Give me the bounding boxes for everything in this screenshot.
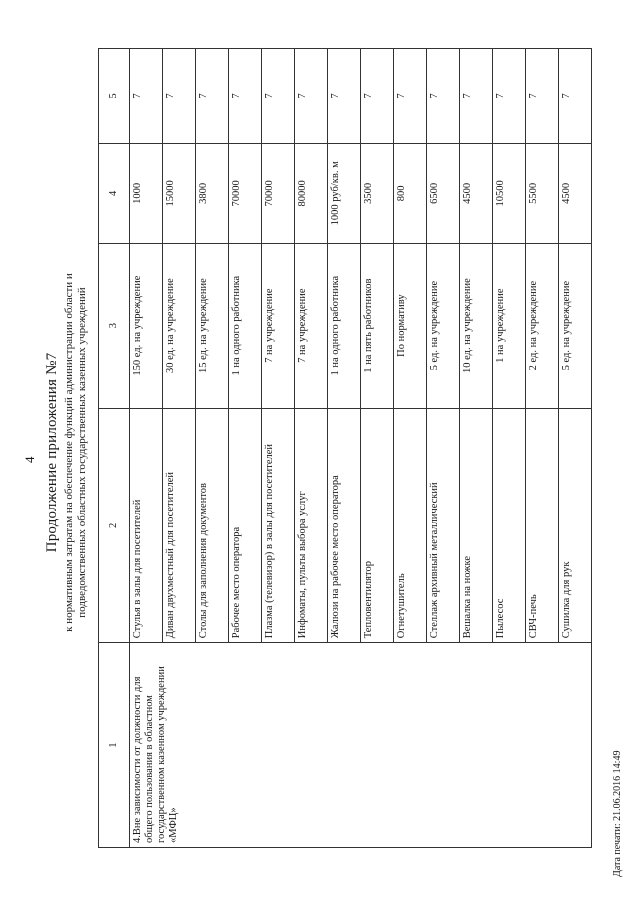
service-life-cell: 7 bbox=[394, 49, 427, 144]
quantity-cell: 15 ед. на учреждение bbox=[196, 243, 229, 408]
service-life-cell: 7 bbox=[163, 49, 196, 144]
item-name-cell: Плазма (телевизор) в залы для посетителей bbox=[262, 408, 295, 643]
quantity-cell: 1 на одного работника bbox=[328, 243, 361, 408]
price-cell: 10500 bbox=[493, 143, 526, 243]
price-cell: 3500 bbox=[361, 143, 394, 243]
item-name-cell: Сушилка для рук bbox=[559, 408, 592, 643]
page-number: 4 bbox=[22, 456, 37, 463]
column-header-1: 1 bbox=[99, 643, 130, 848]
quantity-cell: 150 ед. на учреждение bbox=[130, 243, 163, 408]
column-header-5: 5 bbox=[99, 49, 130, 144]
item-name-cell: Пылесос bbox=[493, 408, 526, 643]
service-life-cell: 7 bbox=[196, 49, 229, 144]
item-name-cell: СВЧ-печь bbox=[526, 408, 559, 643]
item-name-cell: Вешалка на ножке bbox=[460, 408, 493, 643]
price-cell: 5500 bbox=[526, 143, 559, 243]
item-name-cell: Жалюзи на рабочее место оператора bbox=[328, 408, 361, 643]
price-cell: 80000 bbox=[295, 143, 328, 243]
item-name-cell: Стеллаж архивный металлический bbox=[427, 408, 460, 643]
appendix-title: Продолжение приложения №7 bbox=[44, 352, 60, 553]
column-header-2: 2 bbox=[99, 408, 130, 643]
item-name-cell: Огнетушитель bbox=[394, 408, 427, 643]
print-date: Дата печати: 21.06.2016 14:49 bbox=[612, 750, 623, 877]
quantity-cell: По нормативу bbox=[394, 243, 427, 408]
price-cell: 1000 bbox=[130, 143, 163, 243]
quantity-cell: 1 на одного работника bbox=[229, 243, 262, 408]
table-row bbox=[130, 49, 163, 848]
price-cell: 1000 руб/кв. м bbox=[328, 143, 361, 243]
appendix-subtitle-line1: к нормативным затратам на обеспечение функций администрации области и bbox=[63, 273, 75, 632]
service-life-cell: 7 bbox=[295, 49, 328, 144]
item-name-cell: Инфоматы, пульты выбора услуг bbox=[295, 408, 328, 643]
item-name-cell: Стулья в залы для посетителей bbox=[130, 408, 163, 643]
price-cell: 70000 bbox=[262, 143, 295, 243]
quantity-cell: 7 на учреждение bbox=[262, 243, 295, 408]
appendix-subtitle-line2: подведомственных областных государственных казенных учреждений bbox=[76, 287, 88, 618]
item-name-cell: Тепловентилятор bbox=[361, 408, 394, 643]
quantity-cell: 7 на учреждение bbox=[295, 243, 328, 408]
column-header-3: 3 bbox=[99, 243, 130, 408]
table-header-row bbox=[99, 49, 130, 848]
quantity-cell: 5 ед. на учреждение bbox=[559, 243, 592, 408]
column-header-4: 4 bbox=[99, 143, 130, 243]
item-name-cell: Столы для заполнения документов bbox=[196, 408, 229, 643]
price-cell: 6500 bbox=[427, 143, 460, 243]
service-life-cell: 7 bbox=[493, 49, 526, 144]
quantity-cell: 1 на пять работников bbox=[361, 243, 394, 408]
price-cell: 4500 bbox=[559, 143, 592, 243]
item-name-cell: Диван двухместный для посетителей bbox=[163, 408, 196, 643]
service-life-cell: 7 bbox=[526, 49, 559, 144]
quantity-cell: 5 ед. на учреждение bbox=[427, 243, 460, 408]
quantity-cell: 2 ед. на учреждение bbox=[526, 243, 559, 408]
price-cell: 15000 bbox=[163, 143, 196, 243]
service-life-cell: 7 bbox=[460, 49, 493, 144]
quantity-cell: 1 на учреждение bbox=[493, 243, 526, 408]
service-life-cell: 7 bbox=[328, 49, 361, 144]
service-life-cell: 7 bbox=[361, 49, 394, 144]
quantity-cell: 10 ед. на учреждение bbox=[460, 243, 493, 408]
price-cell: 3800 bbox=[196, 143, 229, 243]
service-life-cell: 7 bbox=[229, 49, 262, 144]
service-life-cell: 7 bbox=[130, 49, 163, 144]
price-cell: 4500 bbox=[460, 143, 493, 243]
service-life-cell: 7 bbox=[427, 49, 460, 144]
service-life-cell: 7 bbox=[559, 49, 592, 144]
service-life-cell: 7 bbox=[262, 49, 295, 144]
norms-table bbox=[98, 48, 592, 848]
quantity-cell: 30 ед. на учреждение bbox=[163, 243, 196, 408]
item-name-cell: Рабочее место оператора bbox=[229, 408, 262, 643]
price-cell: 70000 bbox=[229, 143, 262, 243]
price-cell: 800 bbox=[394, 143, 427, 243]
group-label-cell: 4.Вне зависимости от должности для общего пользования в областном государственном казенном учреждении «МФЦ» bbox=[130, 643, 592, 848]
